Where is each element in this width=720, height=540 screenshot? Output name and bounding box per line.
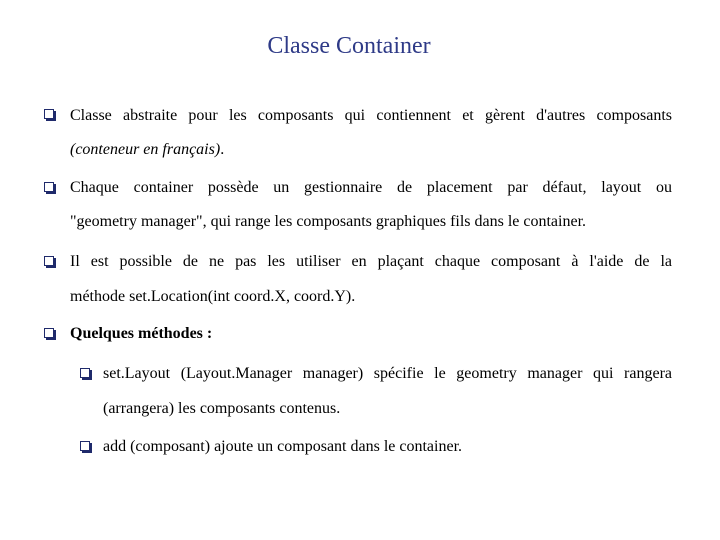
sub-bullet-1-line-1: set.Layout (Layout.Manager manager) spécifie le geometry manager qui rangera [103, 365, 672, 382]
square-bullet-icon [44, 182, 56, 194]
square-bullet-icon [44, 256, 56, 268]
square-bullet-icon [44, 328, 56, 340]
bullet-4-heading: Quelques méthodes : [70, 325, 213, 342]
bullet-3-line-1: Il est possible de ne pas les utiliser en plaçant chaque composant à l'aide de la [70, 253, 672, 270]
bullet-3-line-2: méthode set.Location(int coord.X, coord.Y). [70, 288, 356, 305]
bullet-1-line-1: Classe abstraite pour les composants qui contiennent et gèrent d'autres composants [70, 107, 672, 124]
slide-title: Classe Container [267, 33, 431, 59]
bullet-1-line-2-end: . [220, 141, 225, 158]
bullet-2-line-2: "geometry manager", qui range les composants graphiques fils dans le container. [70, 213, 587, 230]
square-bullet-icon [80, 441, 92, 453]
bullet-1-line-2 [70, 140, 224, 160]
bullet-2-line-1: Chaque container possède un gestionnaire de placement par défaut, layout ou [70, 179, 672, 196]
square-bullet-icon [44, 109, 56, 121]
sub-bullet-1-line-2: (arrangera) les composants contenus. [103, 400, 341, 417]
sub-bullet-2-line-1: add (composant) ajoute un composant dans le container. [103, 438, 463, 455]
square-bullet-icon [80, 368, 92, 380]
bullet-1-italic-text: (conteneur en français) [70, 141, 221, 158]
